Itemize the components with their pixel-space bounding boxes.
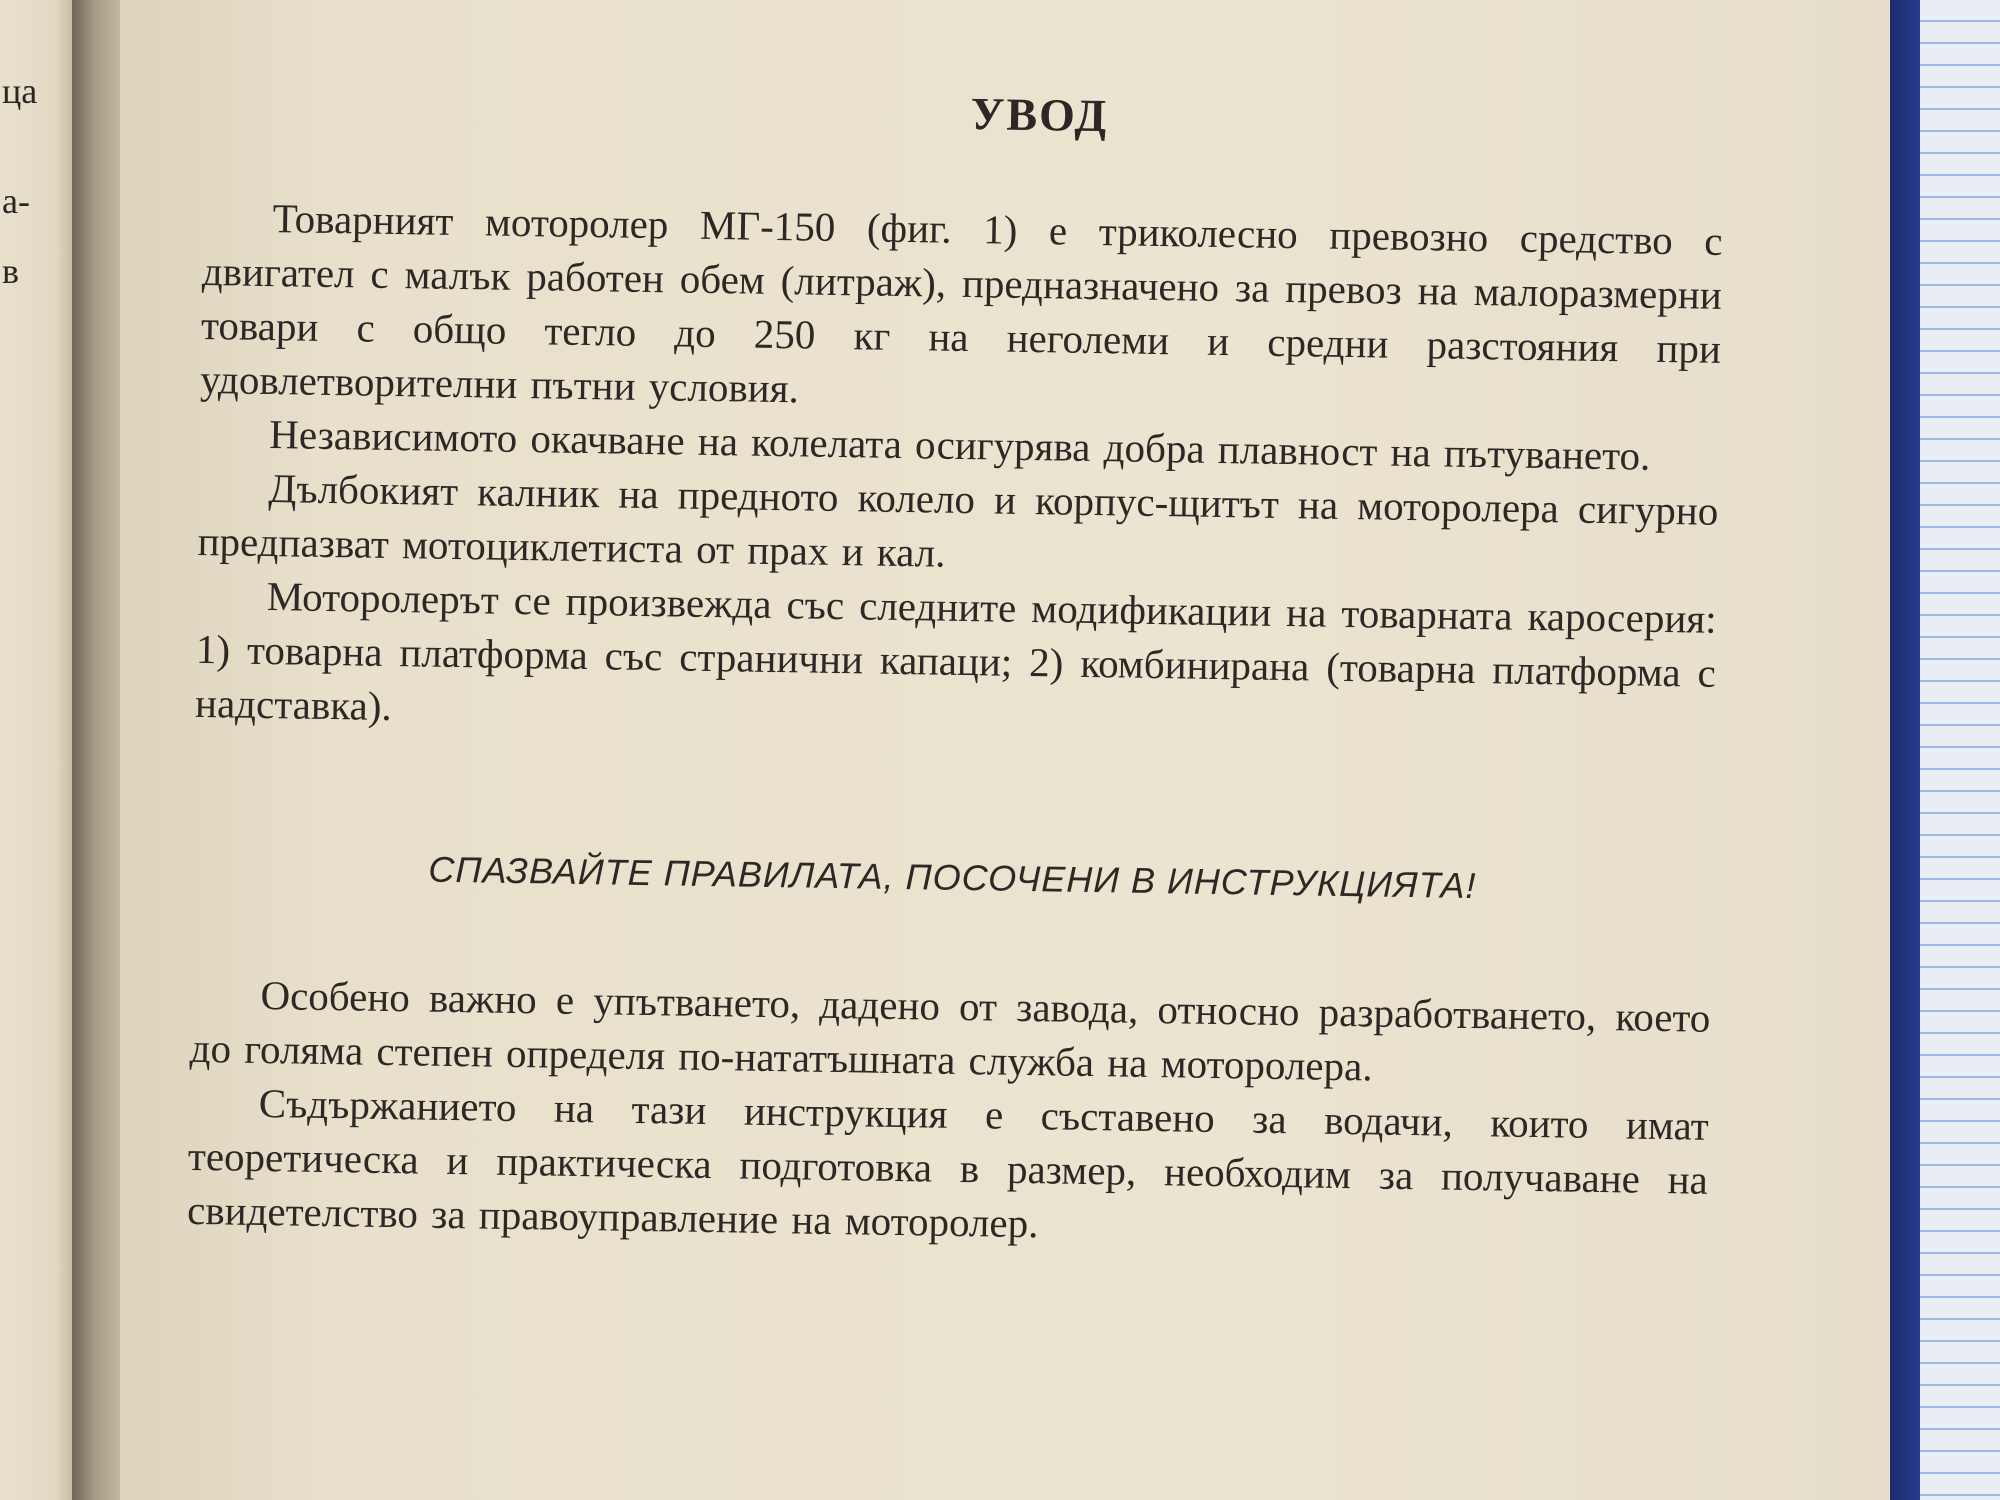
left-page-fragment: а- [2,181,30,221]
lined-notebook-edge [1920,0,2000,1500]
blue-cover-edge [1890,0,1920,1500]
left-page-edge [0,0,80,1500]
page-heading: УВОД [970,88,1109,142]
paragraph: Съдържанието на тази инструкция е съставено за водачи, които имат теоретическа и практическа подготовка в размер, необходим за получаване на свидетелство за правоуправление на моторолер. [186,1079,1710,1247]
page-text-block [187,75,1725,1261]
paragraph: Независимото окачване на колелата осигурява добра плавност на пътуването. [269,411,1651,479]
paragraph: Моторолерът се произвежда със следните модификации на товарната каросерия: 1) товарна платформа със странични капаци; 2) комбинирана (товарна платформа с надставка). [194,573,1718,730]
paragraph: Товарният моторолер МГ-150 (фиг. 1) е триколесно превозно средство с двигател с малък работен обем (литраж), предназначено за превоз на малоразмерни товари с общо тегло до 250 кг на неголеми и средни разстояния при удовлетворителни пътни условия. [199,195,1723,412]
paragraph: Особено важно е упътването, дадено от завода, относно разработването, което до голяма степен определя по-нататъшната служба на моторолера. [189,971,1711,1090]
left-page-fragment: в [2,251,19,291]
paragraph: Дълбокият калник на предното колело и корпус-щитът на моторолера сигурно предпазват мотоциклетиста от прах и кал. [197,465,1719,576]
left-page-fragment: ца [2,71,38,111]
warning-notice: СПАЗВАЙТЕ ПРАВИЛАТА, ПОСОЧЕНИ В ИНСТРУКЦИЯТА! [428,848,1477,907]
